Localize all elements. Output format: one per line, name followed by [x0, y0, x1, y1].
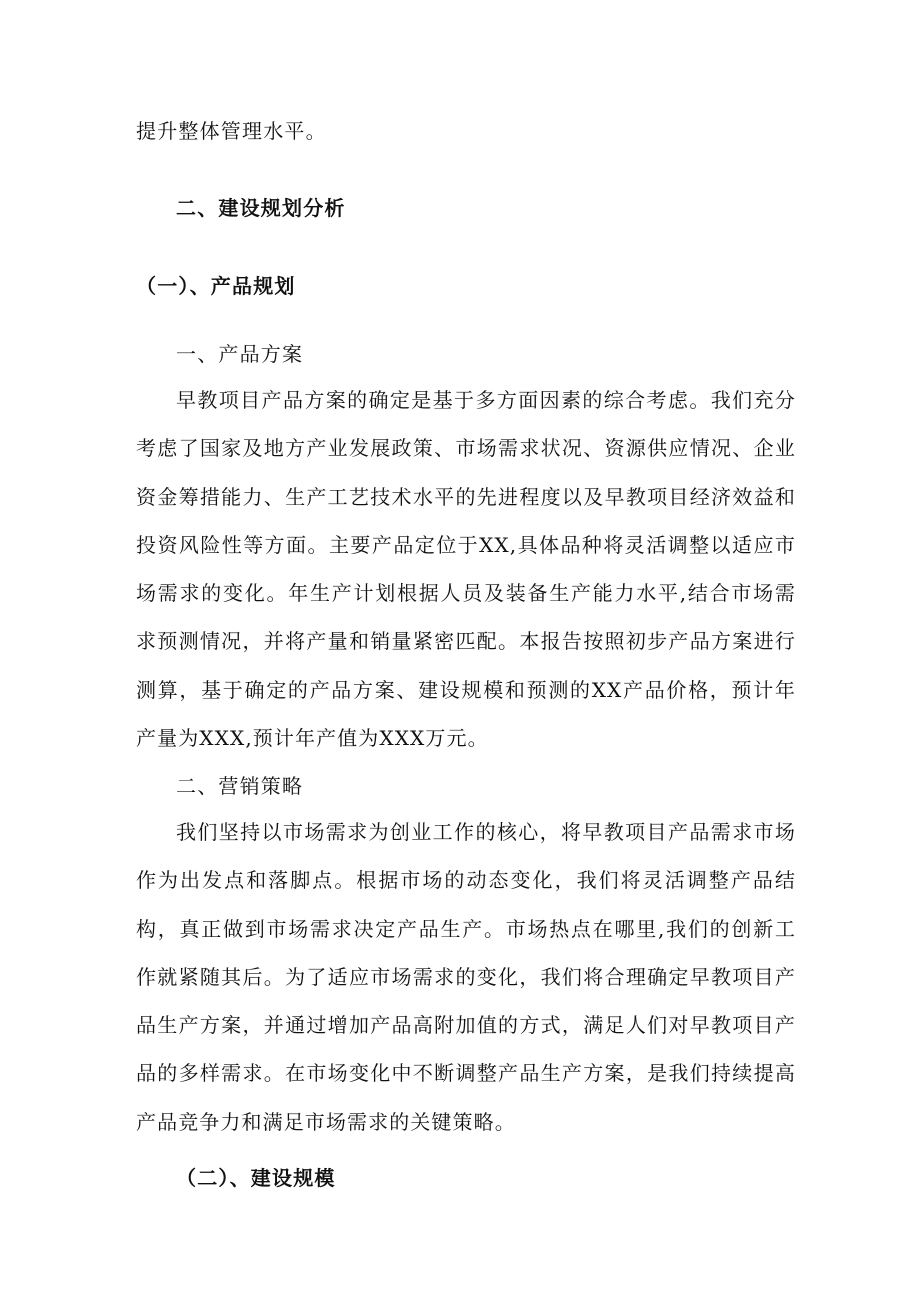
- subsection-heading-construction-scale: （二）、建设规模: [176, 1166, 336, 1190]
- subsection-heading-product-planning: （一）、产品规划: [136, 274, 296, 298]
- paragraph-product-plan: 早教项目产品方案的确定是基于多方面因素的综合考虑。我们充分考虑了国家及地方产业发展政策、市场需求状况、资源供应情况、企业资金筹措能力、生产工艺技术水平的先进程度以及早教项目经济效益和投资风险性等方面。主要产品定位于XX,具体品种将灵活调整以适应市场需求的变化。年生产计划根据人员及装备生产能力水平,结合市场需求预测情况，并将产量和销量紧密匹配。本报告按照初步产品方案进行测算，基于确定的产品方案、建设规模和预测的XX产品价格，预计年产量为XXX,预计年产值为XXX万元。: [136, 388, 796, 751]
- item-heading-product-plan: 一、产品方案: [176, 342, 304, 366]
- item-heading-marketing-strategy: 二、营销策略: [176, 774, 304, 798]
- paragraph-marketing-strategy: 我们坚持以市场需求为创业工作的核心，将早教项目产品需求市场作为出发点和落脚点。根据市场的动态变化，我们将灵活调整产品结构，真正做到市场需求决定产品生产。市场热点在哪里,我们的创新工作就紧随其后。为了适应市场需求的变化，我们将合理确定早教项目产品生产方案，并通过增加产品高附加值的方式，满足人们对早教项目产品的多样需求。在市场变化中不断调整产品生产方案，是我们持续提高产品竞争力和满足市场需求的关键策略。: [136, 820, 796, 1134]
- continuation-text: 提升整体管理水平。: [136, 119, 327, 143]
- section-heading-construction-planning: 二、建设规划分析: [176, 196, 346, 220]
